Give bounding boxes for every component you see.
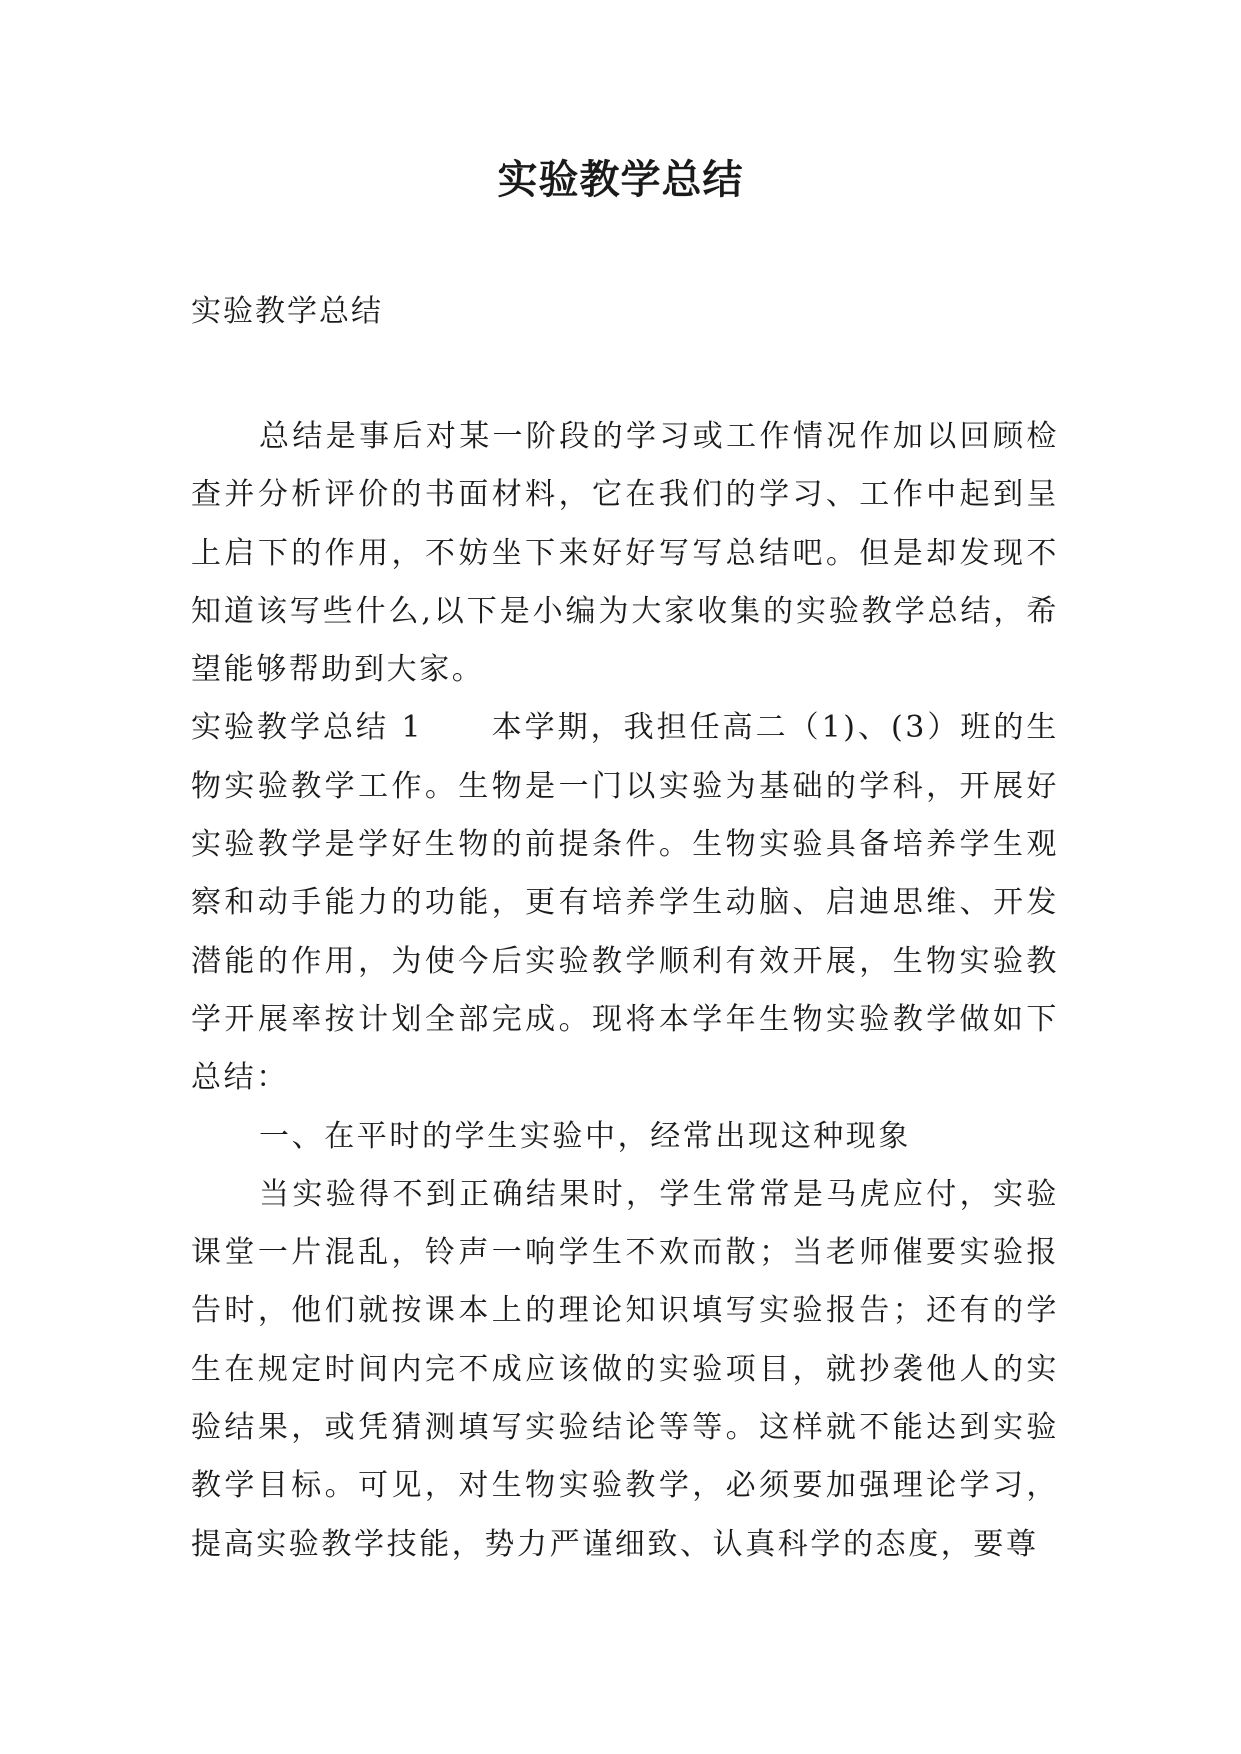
- section-1-text: 本学期，我担任高二（1)、(3）班的生物实验教学工作。生物是一门以实验为基础的学科，开展好实验教学是学好生物的前提条件。生物实验具备培养学生观察和动手能力的功能，更有培养学生动脑、启迪思维、开发潜能的作用，为使今后实验教学顺利有效开展，生物实验教学开展率按计划全部完成。现将本学年生物实验教学做如下总结：: [191, 710, 1059, 1096]
- intro-paragraph: 总结是事后对某一阶段的学习或工作情况作加以回顾检查并分析评价的书面材料，它在我们的学习、工作中起到呈上启下的作用，不妨坐下来好好写写总结吧。但是却发现不知道该写些什么,以下是小编为大家收集的实验教学总结，希望能够帮助到大家。: [191, 419, 1059, 688]
- document-title: 实验教学总结: [497, 156, 744, 203]
- document-body: [191, 408, 1059, 1574]
- section-1-label: 实验教学总结 1: [191, 710, 424, 746]
- section-1-paragraph: [191, 699, 1059, 1107]
- section-heading: 一、在平时的学生实验中，经常出现这种现象: [259, 1118, 911, 1154]
- document-subtitle: 实验教学总结: [191, 294, 383, 329]
- paragraph-2: 当实验得不到正确结果时，学生常常是马虎应付，实验课堂一片混乱，铃声一响学生不欢而散；当老师催要实验报告时，他们就按课本上的理论知识填写实验报告；还有的学生在规定时间内完不成应该做的实验项目，就抄袭他人的实验结果，或凭猜测填写实验结论等等。这样就不能达到实验教学目标。可见，对生物实验教学，必须要加强理论学习，提高实验教学技能，势力严谨细致、认真科学的态度，要尊: [191, 1176, 1059, 1562]
